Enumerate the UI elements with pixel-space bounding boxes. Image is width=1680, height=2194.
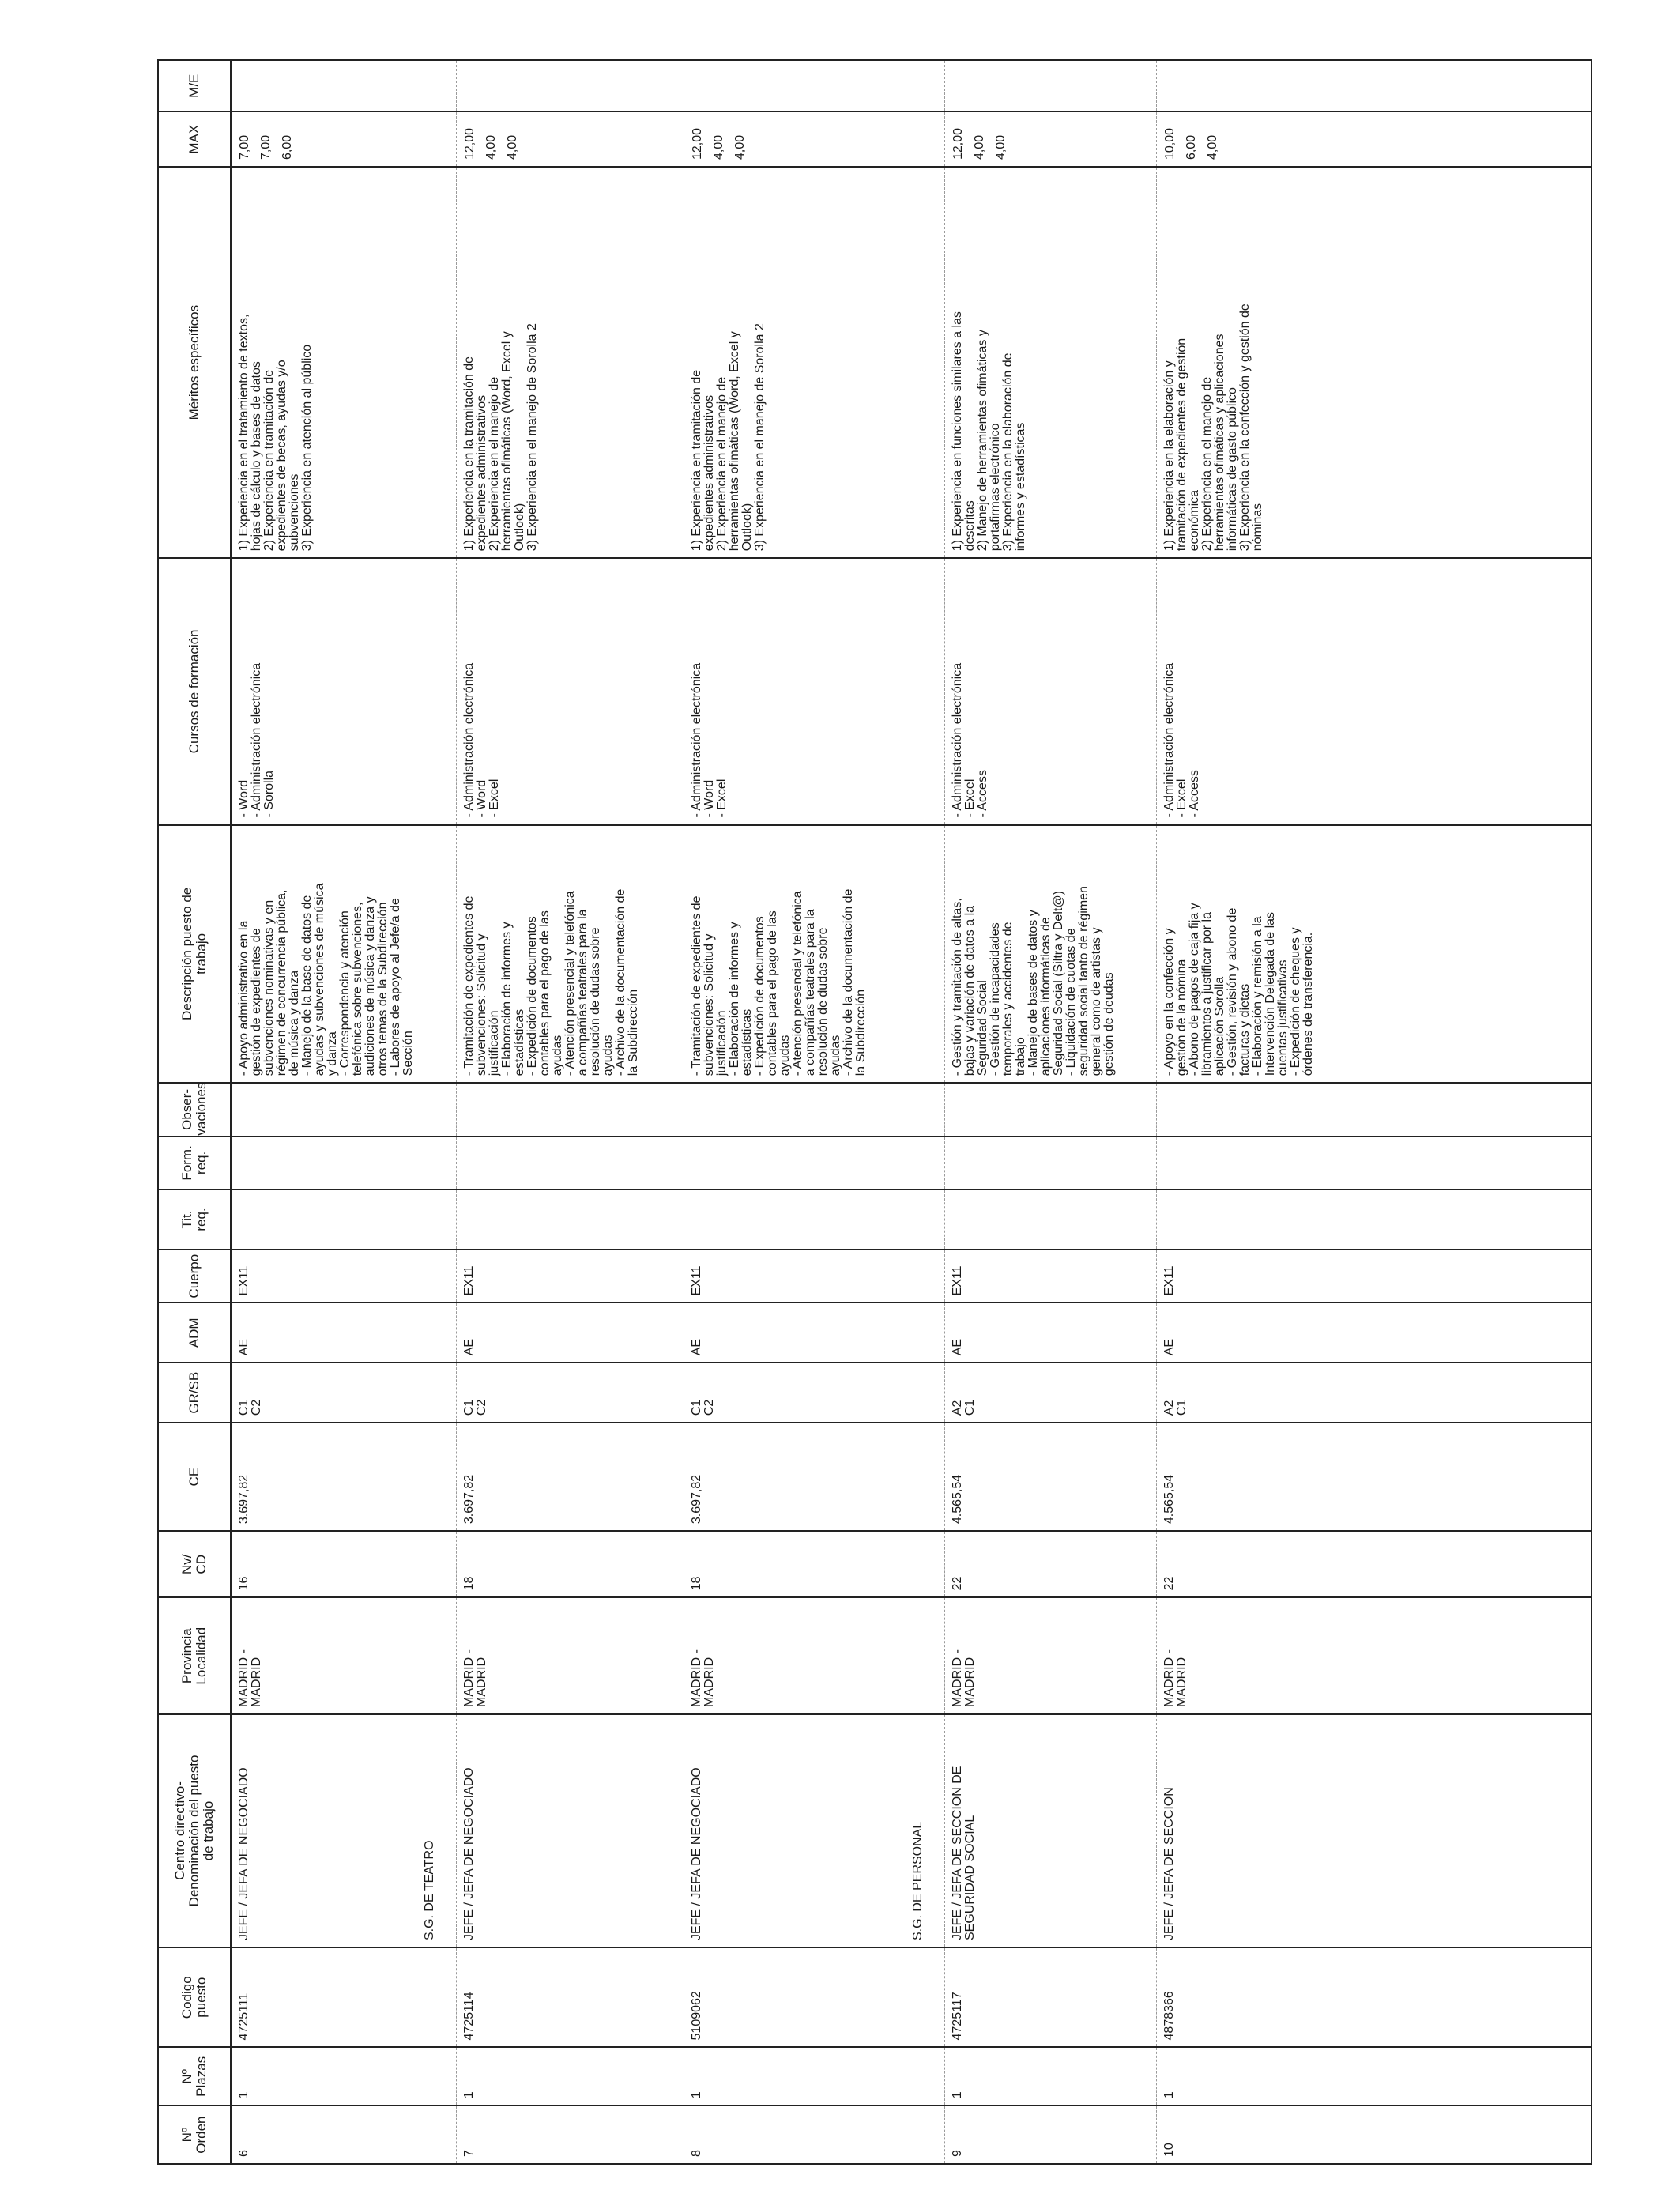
section-label: S.G. DE PERSONAL: [910, 1821, 925, 1941]
form-cell: [944, 1137, 1156, 1189]
header-cuerpo: Cuerpo: [158, 1250, 231, 1302]
me-cell: [684, 60, 944, 111]
section-label: S.G. DE TEATRO: [422, 1840, 436, 1941]
max-cell: [684, 111, 944, 167]
codigo-cell: 4725114: [456, 1947, 684, 2047]
max-value: 4,00: [711, 134, 725, 160]
grsb-cell: C1 C2: [231, 1363, 456, 1423]
header-provincia: Provincia Localidad: [158, 1597, 231, 1714]
adm-cell: AE: [1156, 1302, 1591, 1363]
max-value: 4,00: [972, 134, 986, 160]
form-cell: [231, 1137, 456, 1189]
cuerpo-cell: EX11: [684, 1250, 944, 1302]
header-grsb: GR/SB: [158, 1363, 231, 1423]
cursos-cell: - Administración electrónica - Excel - Access: [1156, 558, 1591, 824]
descripcion-cell: - Apoyo administrativo en la gestión de expedientes de subvenciones nominativas y en régimen de concurrencia pública, de música y danza - Manejo de la base de datos de ayudas y subvenciones de música y danza - Correspondencia y atención telefónica sobre subvenciones, audiciones de música y danza y otros temas de la Subdirección - Labores de apoyo al Jefe/a de Sección: [231, 825, 456, 1084]
header-row: [158, 60, 231, 2164]
cuerpo-cell: EX11: [1156, 1250, 1591, 1302]
header-adm: ADM: [158, 1302, 231, 1363]
meritos-cell: 1) Experiencia en funciones similares a las descritas 2) Manejo de herramientas ofimáticas y portafirmas electrónico 3) Experiencia en la elaboración de informes y estadísticas: [944, 167, 1156, 558]
form-cell: [456, 1137, 684, 1189]
provincia-cell: MADRID - MADRID: [684, 1597, 944, 1714]
cursos-cell: - Administración electrónica - Word - Excel: [684, 558, 944, 824]
header-descripcion: Descripción puesto de trabajo: [158, 825, 231, 1084]
cuerpo-cell: EX11: [944, 1250, 1156, 1302]
codigo-cell: 4878366: [1156, 1947, 1591, 2047]
provincia-cell: MADRID - MADRID: [231, 1597, 456, 1714]
meritos-cell: 1) Experiencia en tramitación de expedientes administrativos 2) Experiencia en el manejo de herramientas ofimáticas (Word, Excel y Outlook) 3) Experiencia en el manejo de Sorolla 2: [684, 167, 944, 558]
job-positions-table: [157, 59, 1592, 2165]
header-me: M/E: [158, 60, 231, 111]
tit-cell: [231, 1189, 456, 1250]
descripcion-cell: - Tramitación de expedientes de subvenciones: Solicitud y justificación - Elaboración de informes y estadísticas - Expedición de documentos contables para el pago de las ayudas - Atención presencial y telefónica a compañías teatrales para la resolución de dudas sobre ayudas - Archivo de la documentación de la Subdirección: [456, 825, 684, 1084]
codigo-cell: 5109062: [684, 1947, 944, 2047]
cuerpo-cell: EX11: [231, 1250, 456, 1302]
meritos-cell: 1) Experiencia en el tratamiento de textos, hojas de cálculo y bases de datos 2) Experiencia en tramitación de expedientes de becas, ayudas y/o subvenciones 3) Experiencia en atención al público: [231, 167, 456, 558]
header-cursos: Cursos de formación: [158, 558, 231, 824]
table-row: [944, 60, 1156, 2164]
header-orden: Nº Orden: [158, 2105, 231, 2164]
max-cell: [231, 111, 456, 167]
tit-cell: [456, 1189, 684, 1250]
table-row: [456, 60, 684, 2164]
max-value: 4,00: [1205, 134, 1219, 160]
denominacion-text: JEFE / JEFA DE SECCION DE SEGURIDAD SOCIAL: [950, 1766, 977, 1941]
tit-cell: [1156, 1189, 1591, 1250]
nivel-cell: 16: [231, 1531, 456, 1597]
centro-cell: [422, 1714, 684, 1947]
nivel-cell: 22: [1156, 1531, 1591, 1597]
orden-cell: 7: [456, 2105, 684, 2164]
me-cell: [1156, 60, 1591, 111]
form-cell: [1156, 1137, 1591, 1189]
table-row: [1156, 60, 1591, 2164]
orden-cell: 9: [944, 2105, 1156, 2164]
max-value: 6,00: [1184, 134, 1198, 160]
grsb-cell: C1 C2: [456, 1363, 684, 1423]
ce-cell: 3.697,82: [231, 1423, 456, 1531]
form-cell: [684, 1137, 944, 1189]
ce-cell: 3.697,82: [684, 1423, 944, 1531]
obs-cell: [944, 1083, 1156, 1136]
descripcion-cell: - Gestión y tramitación de altas, bajas y variación de datos a la Seguridad Social - Gestión de incapacidades temporales y accidentes de trabajo - Manejo de bases de datos y aplicaciones informáticas de Seguridad Social (Siltra y Delt@) - Liquidación de cuotas de seguridad social tanto de régimen general como de artistas y gestión de deudas: [944, 825, 1156, 1084]
me-cell: [944, 60, 1156, 111]
codigo-cell: 4725111: [231, 1947, 456, 2047]
header-max: MAX: [158, 111, 231, 167]
header-obs: Obser- vaciones: [158, 1083, 231, 1136]
header-form: Form. req.: [158, 1137, 231, 1189]
max-value: 6,00: [281, 134, 294, 160]
rotated-table-page: [157, 59, 1589, 2165]
max-value: 7,00: [238, 134, 251, 160]
adm-cell: AE: [944, 1302, 1156, 1363]
nivel-cell: 22: [944, 1531, 1156, 1597]
me-cell: [456, 60, 684, 111]
header-plazas: Nº Plazas: [158, 2047, 231, 2105]
obs-cell: [231, 1083, 456, 1136]
header-nivel: Nv/ CD: [158, 1531, 231, 1597]
nivel-cell: 18: [684, 1531, 944, 1597]
meritos-cell: 1) Experiencia en la elaboración y tramitación de expedientes de gestión económica 2) Experiencia en el manejo de herramientas ofimáticas y aplicaciones informáticas de gasto público 3) Experiencia en la confección y gestión de nóminas: [1156, 167, 1591, 558]
max-value: 4,00: [733, 134, 747, 160]
denominacion-text: JEFE / JEFA DE SECCION: [1162, 1787, 1176, 1941]
cuerpo-cell: EX11: [456, 1250, 684, 1302]
obs-cell: [684, 1083, 944, 1136]
adm-cell: AE: [456, 1302, 684, 1363]
plazas-cell: 1: [231, 2047, 456, 2105]
grsb-cell: A2 C1: [1156, 1363, 1591, 1423]
centro-cell: [684, 1714, 944, 1947]
grsb-cell: A2 C1: [944, 1363, 1156, 1423]
plazas-cell: 1: [944, 2047, 1156, 2105]
denominacion-text: JEFE / JEFA DE NEGOCIADO: [689, 1767, 703, 1941]
centro-cell: [910, 1714, 1156, 1947]
provincia-cell: MADRID - MADRID: [456, 1597, 684, 1714]
cursos-cell: - Word - Administración electrónica - Sorolla: [231, 558, 456, 824]
provincia-cell: MADRID - MADRID: [944, 1597, 1156, 1714]
header-ce: CE: [158, 1423, 231, 1531]
provincia-cell: MADRID - MADRID: [1156, 1597, 1591, 1714]
max-value: 7,00: [259, 134, 273, 160]
orden-cell: 6: [231, 2105, 456, 2164]
cursos-cell: - Administración electrónica - Word - Excel: [456, 558, 684, 824]
denominacion-text: JEFE / JEFA DE NEGOCIADO: [237, 1767, 250, 1941]
me-cell: [231, 60, 456, 111]
grsb-cell: C1 C2: [684, 1363, 944, 1423]
tit-cell: [684, 1189, 944, 1250]
ce-cell: 4.565,54: [944, 1423, 1156, 1531]
adm-cell: AE: [231, 1302, 456, 1363]
codigo-cell: 4725117: [944, 1947, 1156, 2047]
nivel-cell: 18: [456, 1531, 684, 1597]
max-value: 12,00: [690, 127, 704, 160]
ce-cell: 4.565,54: [1156, 1423, 1591, 1531]
meritos-cell: 1) Experiencia en la tramitación de expedientes administrativos 2) Experiencia en el manejo de herramientas ofimáticas (Word, Excel y Outlook) 3) Experiencia en el manejo de Sorolla 2: [456, 167, 684, 558]
header-tit: Tit. req.: [158, 1189, 231, 1250]
descripcion-cell: - Apoyo en la confección y gestión de la nómina - Abono de pagos de caja fija y libramientos a justificar por la aplicación Sorolla - Gestión, revisión y abono de facturas y dietas - Elaboración y remisión a la Intervención Delegada de las cuentas justificativas - Expedición de cheques y órdenes de transferencia.: [1156, 825, 1591, 1084]
table-row: [684, 60, 944, 2164]
ce-cell: 3.697,82: [456, 1423, 684, 1531]
plazas-cell: 1: [1156, 2047, 1591, 2105]
max-cell: [944, 111, 1156, 167]
max-cell: [1156, 111, 1591, 167]
centro-cell: [1156, 1714, 1591, 1947]
max-value: 4,00: [505, 134, 519, 160]
obs-cell: [1156, 1083, 1591, 1136]
orden-cell: 8: [684, 2105, 944, 2164]
header-centro: Centro directivo- Denominación del puesto de trabajo: [158, 1714, 231, 1947]
denominacion-text: JEFE / JEFA DE NEGOCIADO: [461, 1767, 476, 1941]
tit-cell: [944, 1189, 1156, 1250]
obs-cell: [456, 1083, 684, 1136]
max-value: 12,00: [462, 127, 477, 160]
adm-cell: AE: [684, 1302, 944, 1363]
header-meritos: Méritos específicos: [158, 167, 231, 558]
max-value: 10,00: [1162, 127, 1177, 160]
plazas-cell: 1: [456, 2047, 684, 2105]
max-cell: [456, 111, 684, 167]
plazas-cell: 1: [684, 2047, 944, 2105]
cursos-cell: - Administración electrónica - Excel - Access: [944, 558, 1156, 824]
max-value: 4,00: [993, 134, 1008, 160]
max-value: 12,00: [951, 127, 965, 160]
descripcion-cell: - Tramitación de expedientes de subvenciones: Solicitud y justificación - Elaboración de informes y estadísticas - Expedición de documentos contables para el pago de las ayudas - Atención presencial y telefónica a compañías teatrales para la resolución de dudas sobre ayudas - Archivo de la documentación de la Subdirección: [684, 825, 944, 1084]
orden-cell: 10: [1156, 2105, 1591, 2164]
max-value: 4,00: [484, 134, 498, 160]
header-codigo: Codigo puesto: [158, 1947, 231, 2047]
